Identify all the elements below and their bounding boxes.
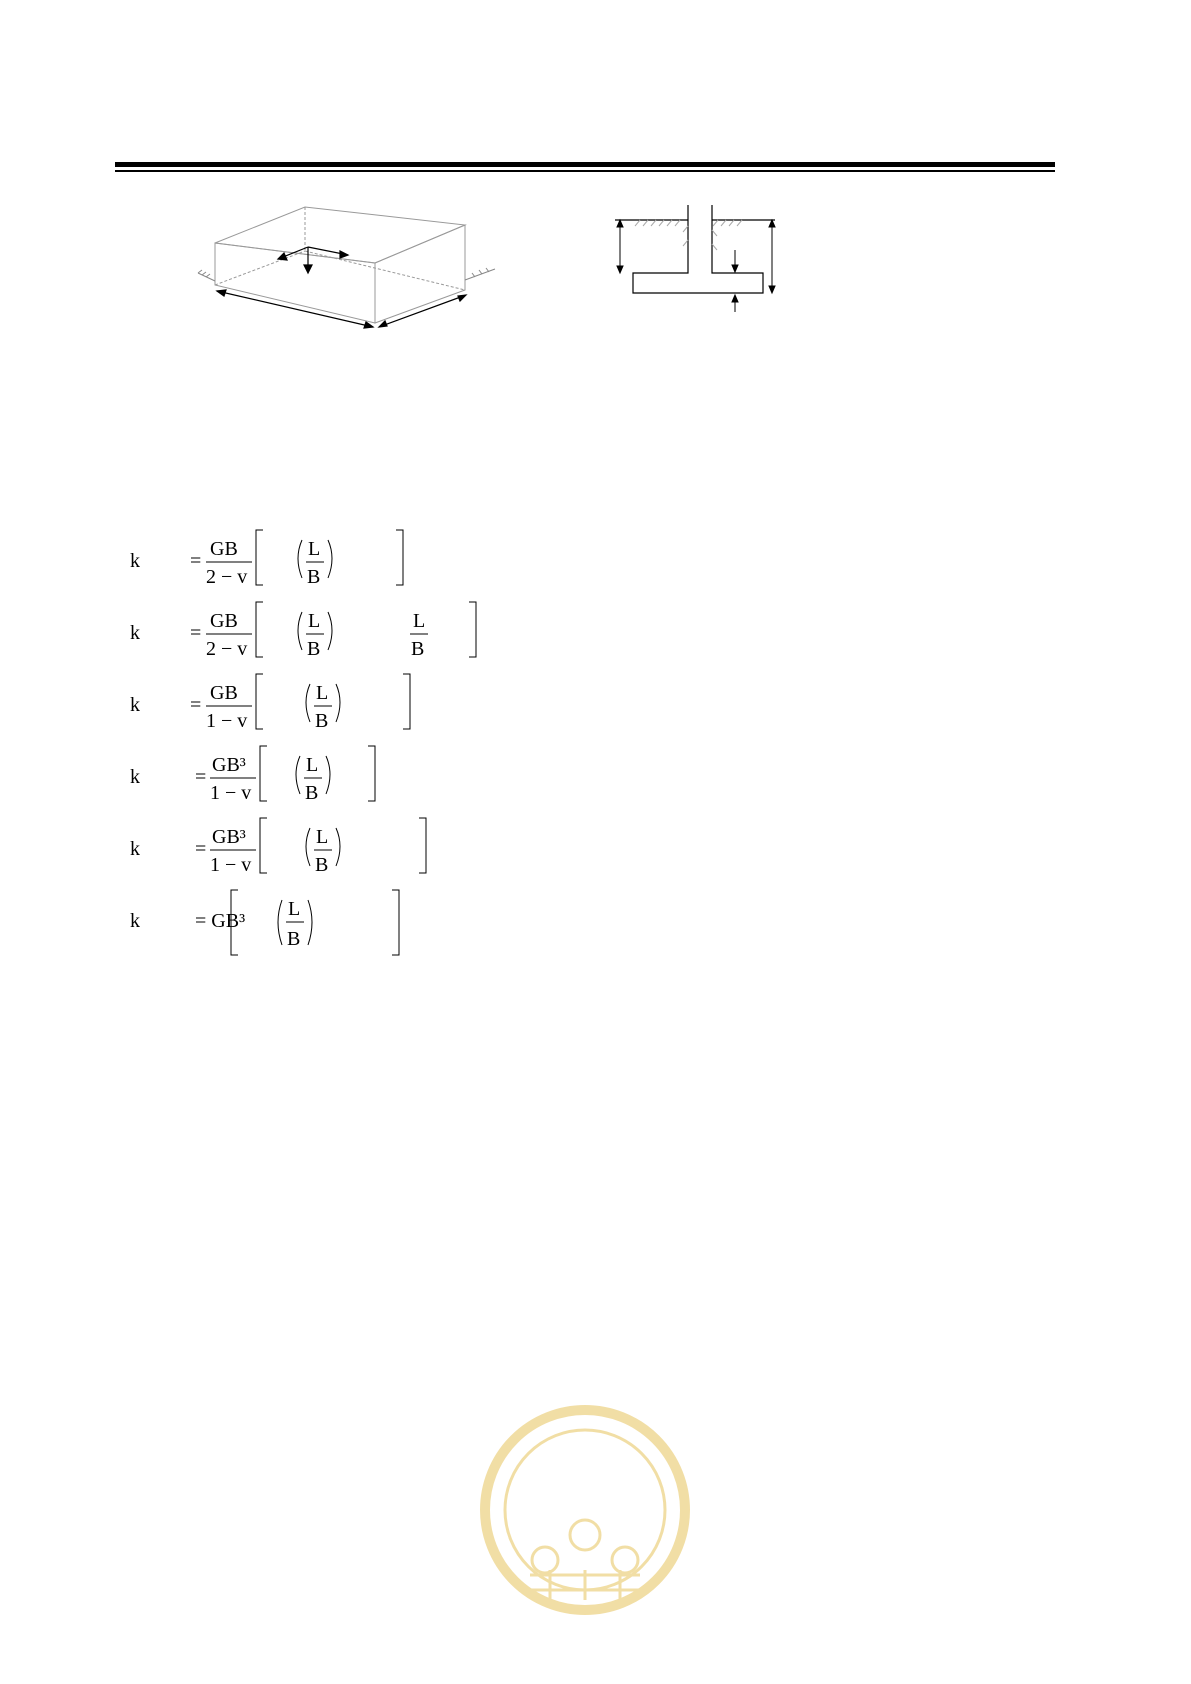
svg-text:1 − v: 1 − v	[210, 782, 252, 804]
svg-text:L: L	[316, 682, 329, 704]
stiffness-equations	[120, 525, 500, 975]
svg-text:L: L	[316, 826, 329, 848]
svg-text:L: L	[306, 754, 319, 776]
foundation-section-diagram	[600, 200, 800, 320]
svg-text:k: k	[130, 910, 140, 932]
watermark-logo	[470, 1400, 700, 1640]
header-rule-thick	[115, 162, 1055, 167]
svg-text:GB: GB	[210, 538, 238, 560]
svg-text:=: =	[190, 550, 202, 572]
svg-text:B: B	[315, 854, 329, 876]
svg-text:GB³: GB³	[212, 754, 246, 776]
svg-text:L: L	[308, 610, 321, 632]
svg-text:GB: GB	[210, 610, 238, 632]
svg-text:k: k	[130, 766, 140, 788]
svg-text:=: =	[195, 766, 207, 788]
svg-text:k: k	[130, 550, 140, 572]
svg-text:=: =	[195, 838, 207, 860]
svg-text:=: =	[190, 694, 202, 716]
svg-text:k: k	[130, 622, 140, 644]
foundation-box-diagram	[190, 195, 520, 335]
svg-text:B: B	[305, 782, 319, 804]
svg-text:B: B	[307, 566, 321, 588]
header-rule-thin	[115, 170, 1055, 172]
svg-text:2 − v: 2 − v	[206, 638, 248, 660]
svg-text:L: L	[413, 610, 426, 632]
svg-text:GB: GB	[210, 682, 238, 704]
svg-text:=: =	[190, 622, 202, 644]
svg-text:k: k	[130, 838, 140, 860]
svg-text:1 − v: 1 − v	[206, 710, 248, 732]
svg-text:k: k	[130, 694, 140, 716]
svg-text:1 − v: 1 − v	[210, 854, 252, 876]
svg-text:= GB³: = GB³	[195, 910, 246, 932]
svg-text:B: B	[315, 710, 329, 732]
svg-text:L: L	[308, 538, 321, 560]
svg-text:L: L	[288, 898, 301, 920]
svg-text:B: B	[307, 638, 321, 660]
svg-text:2 − v: 2 − v	[206, 566, 248, 588]
svg-text:B: B	[287, 928, 301, 950]
svg-text:B: B	[411, 638, 425, 660]
svg-text:GB³: GB³	[212, 826, 246, 848]
